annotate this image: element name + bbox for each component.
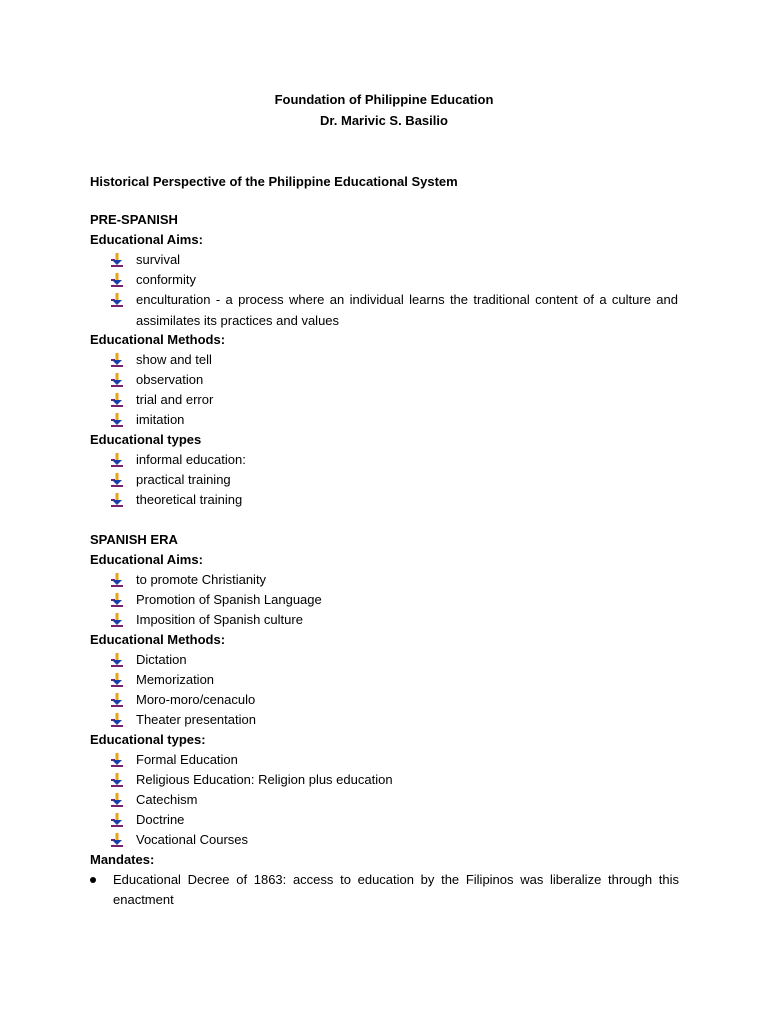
arrow-down-icon	[110, 293, 124, 307]
arrow-down-icon	[110, 573, 124, 587]
document-author: Dr. Marivic S. Basilio	[320, 113, 448, 128]
arrow-down-icon	[110, 413, 124, 427]
arrow-down-icon	[110, 393, 124, 407]
section-heading: Historical Perspective of the Philippine Educational System	[90, 174, 458, 189]
arrow-down-icon	[110, 473, 124, 487]
document-page: Foundation of Philippine Education Dr. Marivic S. Basilio Historical Perspective of the Philippine Educational System PRE-SPANISH Educational Aims: survival conformity enculturation - a process where an individual learns the traditional content of a culture and assimilates its practices and values Educational Methods: show and tell observation trial and error imitation Educational types informal education: practical training theoretical training SPANISH ERA Educational Aims: to promote Christianity Promotion of Spanish Language Imposition of Spanish culture Educational Methods: Dictation Memorization Moro-moro/cenaculo Theater presentation Educational types: Formal Education Religious Education: Religion plus education Catechism Doctrine Vocational Courses Mandates: Educational Decree of 1863: access to education by the Filipinos was liberalize through this enactment	[0, 0, 768, 1024]
arrow-down-icon	[110, 833, 124, 847]
enculturation-definition-continued: assimilates its practices and values	[136, 313, 340, 328]
arrow-down-icon	[110, 713, 124, 727]
arrow-down-icon	[110, 653, 124, 667]
arrow-down-icon	[110, 253, 124, 267]
arrow-down-icon	[110, 793, 124, 807]
arrow-down-icon	[110, 813, 124, 827]
arrow-down-icon	[110, 273, 124, 287]
arrow-down-icon	[110, 773, 124, 787]
mandate-text: Educational Decree of 1863: access to education by the Filipinos was liberalize through this	[113, 872, 679, 887]
era-label-spanish: SPANISH ERA	[90, 532, 178, 547]
mandate-item	[113, 870, 679, 910]
enculturation-definition: - a process where an individual learns the traditional content of a culture and	[210, 292, 678, 307]
arrow-down-icon	[110, 753, 124, 767]
bullet-icon	[90, 877, 96, 883]
arrow-down-icon	[110, 613, 124, 627]
mandates-label: Mandates:	[90, 852, 155, 867]
types-label: Educational types:	[90, 732, 206, 747]
enculturation-term: enculturation	[136, 292, 211, 307]
aims-label: Educational Aims:	[90, 232, 203, 247]
aims-label: Educational Aims:	[90, 552, 203, 567]
methods-label: Educational Methods:	[90, 332, 226, 347]
arrow-down-icon	[110, 373, 124, 387]
document-title: Foundation of Philippine Education	[274, 92, 494, 107]
enculturation-line	[136, 290, 678, 310]
types-label: Educational types	[90, 432, 202, 447]
methods-label: Educational Methods:	[90, 632, 226, 647]
arrow-down-icon	[110, 493, 124, 507]
arrow-down-icon	[110, 593, 124, 607]
arrow-down-icon	[110, 453, 124, 467]
mandate-text-continued: enactment	[113, 892, 174, 907]
arrow-down-icon	[110, 673, 124, 687]
arrow-down-icon	[110, 693, 124, 707]
arrow-down-icon	[110, 353, 124, 367]
era-label-pre-spanish: PRE-SPANISH	[90, 212, 178, 227]
